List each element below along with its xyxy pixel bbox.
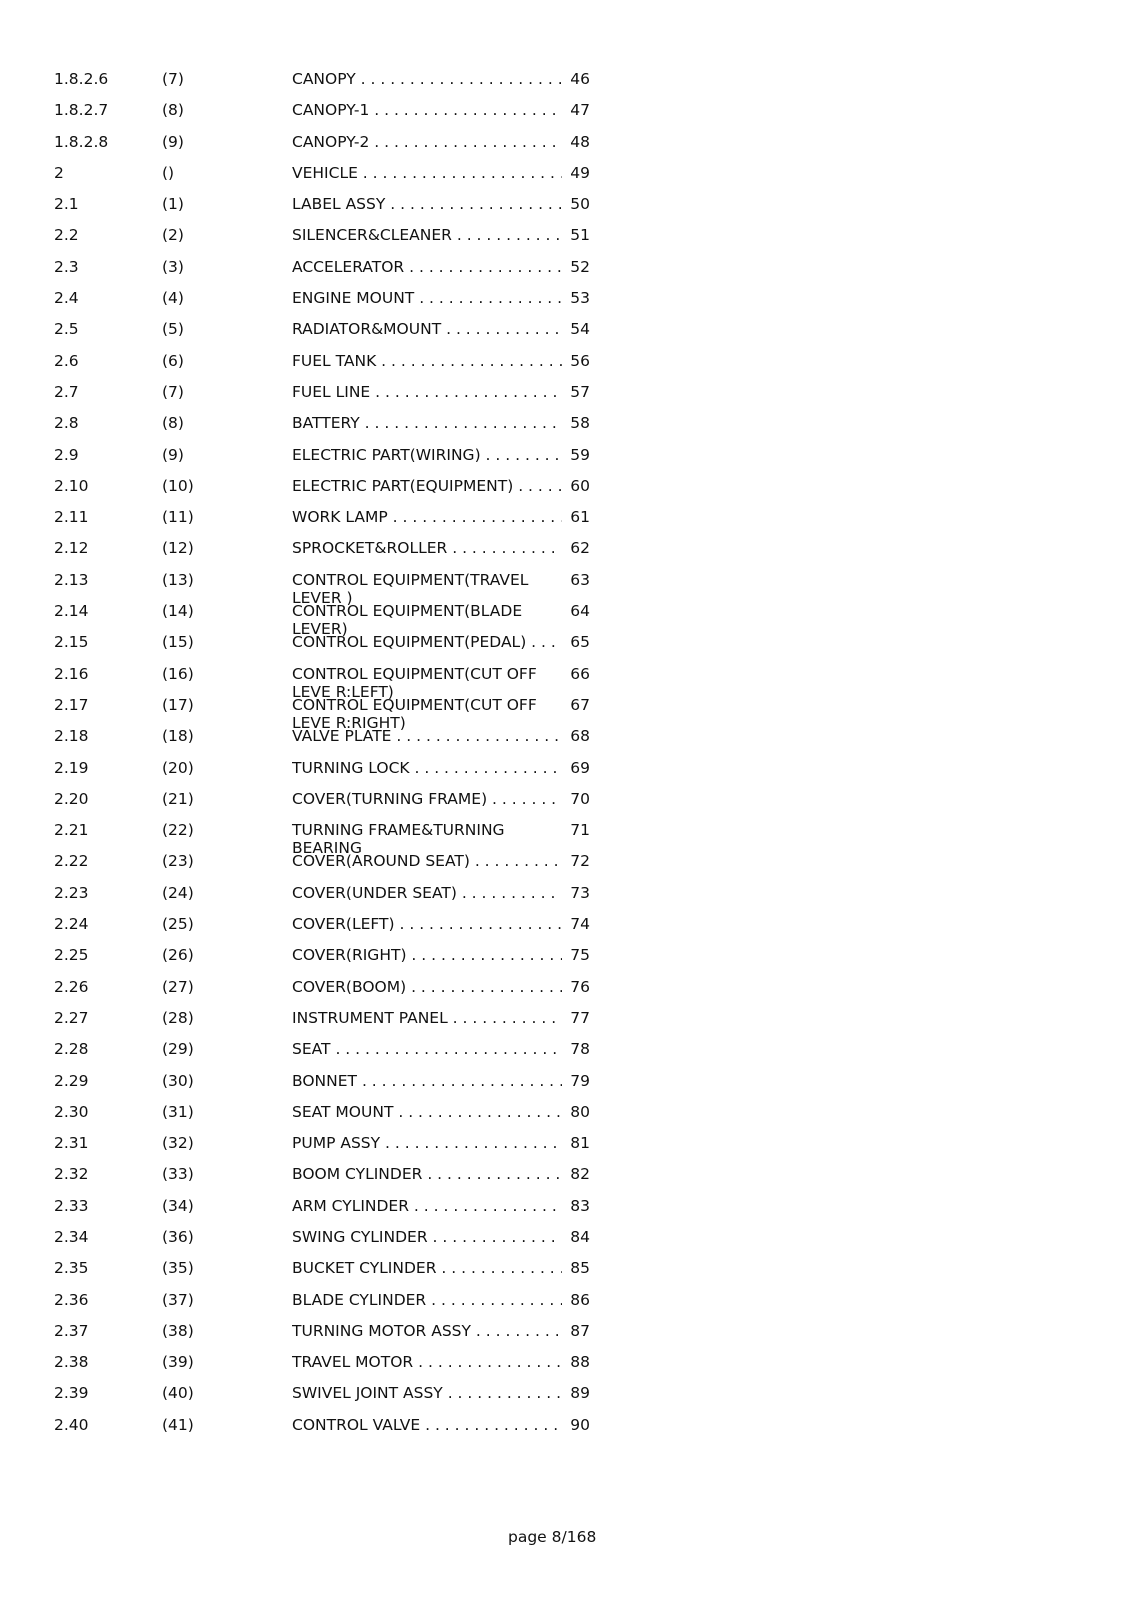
section-title[interactable]: FUEL TANK . . . (292, 352, 584, 370)
page-reference[interactable]: 82 (562, 1165, 590, 1184)
page-reference[interactable]: 78 (562, 1040, 590, 1059)
toc-row[interactable] (54, 1259, 594, 1290)
section-title[interactable]: LABEL ASSY . . . (292, 195, 584, 213)
section-number: 2.11 (54, 508, 89, 527)
figure-reference: (14) (162, 602, 194, 621)
section-number: 2.21 (54, 821, 89, 840)
section-title[interactable]: ENGINE MOUNT . . . (292, 289, 584, 307)
section-title[interactable]: CONTROL VALVE . . . (292, 1416, 584, 1434)
section-number: 2.27 (54, 1008, 89, 1027)
figure-reference: (29) (162, 1040, 194, 1059)
figure-reference: (27) (162, 977, 194, 996)
section-title[interactable]: ELECTRIC PART(EQUIPMENT) . . . (292, 477, 584, 495)
section-title[interactable]: SEAT . . . (292, 1040, 584, 1058)
page-reference[interactable]: 58 (562, 414, 590, 433)
section-title-container (292, 759, 584, 778)
figure-reference: (31) (162, 1102, 194, 1121)
figure-reference: (23) (162, 852, 194, 871)
section-number: 2.12 (54, 539, 89, 558)
section-number: 2.32 (54, 1165, 89, 1184)
section-title[interactable]: CONTROL EQUIPMENT(BLADE LEVER) (292, 602, 523, 639)
toc-row[interactable] (54, 477, 594, 508)
page-reference[interactable]: 61 (562, 508, 590, 527)
page-number: page 8/168 (508, 1528, 597, 1546)
section-title-container (292, 1228, 584, 1247)
section-number: 2.18 (54, 727, 89, 746)
figure-reference: (35) (162, 1259, 194, 1278)
toc-row[interactable] (54, 1228, 594, 1259)
section-title-container (292, 852, 584, 871)
section-title-container (292, 258, 584, 277)
page-reference[interactable]: 73 (562, 884, 590, 903)
section-title-container (292, 164, 584, 183)
page-reference[interactable]: 88 (562, 1353, 590, 1372)
figure-reference: (25) (162, 915, 194, 934)
section-title-container (292, 1165, 584, 1184)
section-number: 2.9 (54, 445, 79, 464)
section-title[interactable]: BOOM CYLINDER . . . (292, 1165, 584, 1183)
section-title[interactable]: BLADE CYLINDER . . . (292, 1291, 584, 1309)
section-title[interactable]: SEAT MOUNT . . . (292, 1103, 584, 1121)
figure-reference: (15) (162, 633, 194, 652)
figure-reference: () (162, 163, 175, 182)
page-reference[interactable]: 50 (562, 195, 590, 214)
page-reference[interactable]: 60 (562, 477, 590, 496)
page-reference[interactable]: 52 (562, 258, 590, 277)
section-title-container (292, 1384, 584, 1403)
section-title[interactable]: SPROCKET&ROLLER . . . (292, 539, 584, 557)
page-reference[interactable]: 46 (562, 70, 590, 89)
section-title[interactable]: COVER(BOOM) . . . (292, 978, 584, 996)
page-reference[interactable]: 89 (562, 1384, 590, 1403)
toc-row[interactable] (54, 884, 594, 915)
section-title-container (292, 383, 584, 402)
figure-reference: (4) (162, 289, 184, 308)
figure-reference: (21) (162, 789, 194, 808)
figure-reference: (41) (162, 1415, 194, 1434)
figure-reference: (2) (162, 226, 184, 245)
section-number: 2.29 (54, 1071, 89, 1090)
figure-reference: (33) (162, 1165, 194, 1184)
section-number: 2.33 (54, 1196, 89, 1215)
section-number: 2.13 (54, 570, 89, 589)
section-number: 2.36 (54, 1290, 89, 1309)
figure-reference: (9) (162, 132, 184, 151)
toc-row[interactable] (54, 759, 594, 790)
section-title-container (292, 133, 584, 152)
section-title-container (292, 1134, 584, 1153)
figure-reference: (37) (162, 1290, 194, 1309)
toc-row[interactable] (54, 508, 594, 539)
page-reference[interactable]: 74 (562, 915, 590, 934)
section-title[interactable]: CONTROL EQUIPMENT(CUT OFF LEVE R:RIGHT) (292, 695, 537, 732)
section-title-container (292, 633, 584, 652)
section-title[interactable]: WORK LAMP . . . (292, 508, 584, 526)
section-number: 2.7 (54, 382, 79, 401)
page-reference[interactable]: 71 (562, 821, 590, 840)
toc-row[interactable] (54, 226, 594, 257)
section-title-container (292, 1259, 584, 1278)
section-title[interactable]: BONNET . . . (292, 1072, 584, 1090)
figure-reference: (7) (162, 70, 184, 88)
figure-reference: (9) (162, 445, 184, 464)
toc-row[interactable] (54, 1353, 594, 1384)
page-reference[interactable]: 84 (562, 1228, 590, 1247)
section-title[interactable]: SWIVEL JOINT ASSY . . . (292, 1384, 584, 1402)
toc-row[interactable] (54, 164, 594, 195)
section-title[interactable]: VALVE PLATE . . . (292, 727, 584, 745)
figure-reference: (6) (162, 351, 184, 370)
section-number: 2.40 (54, 1415, 89, 1434)
section-title-container (292, 195, 584, 214)
toc-row[interactable] (54, 1416, 594, 1447)
toc-row[interactable] (54, 195, 594, 226)
section-title-container (292, 477, 584, 496)
figure-reference: (39) (162, 1353, 194, 1372)
section-number: 2.6 (54, 351, 79, 370)
section-number: 1.8.2.8 (54, 132, 109, 151)
section-title-container (292, 289, 584, 308)
section-number: 2.22 (54, 852, 89, 871)
page-reference[interactable]: 85 (562, 1259, 590, 1278)
page-reference[interactable]: 77 (562, 1009, 590, 1028)
page-reference[interactable]: 64 (562, 602, 590, 621)
figure-reference: (24) (162, 883, 194, 902)
page-reference[interactable]: 69 (562, 759, 590, 778)
section-title-container (292, 320, 584, 339)
section-number: 2.37 (54, 1321, 89, 1340)
toc-row[interactable] (54, 70, 594, 101)
figure-reference: (10) (162, 476, 194, 495)
section-number: 2.35 (54, 1259, 89, 1278)
section-number: 2.23 (54, 883, 89, 902)
section-title[interactable]: TURNING LOCK . . . (292, 759, 584, 777)
toc-row[interactable] (54, 1384, 594, 1415)
section-title[interactable]: ARM CYLINDER . . . (292, 1197, 584, 1215)
toc-row[interactable] (54, 101, 594, 132)
figure-reference: (13) (162, 570, 194, 589)
toc-row[interactable] (54, 1197, 594, 1228)
page-reference[interactable]: 86 (562, 1291, 590, 1310)
figure-reference: (34) (162, 1196, 194, 1215)
figure-reference: (8) (162, 101, 184, 120)
page-reference[interactable]: 59 (562, 446, 590, 465)
section-number: 2.10 (54, 476, 89, 495)
section-title[interactable]: COVER(TURNING FRAME) . . . (292, 790, 584, 808)
section-number: 2.5 (54, 320, 79, 339)
page-reference[interactable]: 83 (562, 1197, 590, 1216)
section-title-container (292, 946, 584, 965)
section-title-container (292, 352, 584, 371)
figure-reference: (18) (162, 727, 194, 746)
section-number: 2.3 (54, 257, 79, 276)
section-title-container (292, 1040, 584, 1059)
section-number: 2.24 (54, 915, 89, 934)
page-reference[interactable]: 53 (562, 289, 590, 308)
section-title[interactable]: TURNING FRAME&TURNING BEARING (292, 821, 505, 858)
page-reference[interactable]: 72 (562, 852, 590, 871)
section-title[interactable]: CONTROL EQUIPMENT(CUT OFF LEVE R:LEFT) (292, 664, 537, 701)
table-of-contents (54, 70, 594, 1447)
section-title-container (292, 414, 584, 433)
section-number: 2.25 (54, 946, 89, 965)
figure-reference: (5) (162, 320, 184, 339)
figure-reference: (11) (162, 508, 194, 527)
figure-reference: (40) (162, 1384, 194, 1403)
section-title-container (292, 1197, 584, 1216)
section-title-container (292, 978, 584, 997)
section-title[interactable]: COVER(UNDER SEAT) . . . (292, 884, 584, 902)
section-number: 2.16 (54, 664, 89, 683)
toc-row[interactable] (54, 539, 594, 570)
toc-row[interactable] (54, 852, 594, 883)
page-reference[interactable]: 67 (562, 696, 590, 715)
section-number: 2.30 (54, 1102, 89, 1121)
section-number: 2.28 (54, 1040, 89, 1059)
toc-row[interactable] (54, 352, 594, 383)
toc-row[interactable] (54, 727, 594, 758)
section-title[interactable]: CONTROL EQUIPMENT(TRAVEL LEVER ) (292, 570, 529, 607)
section-number: 2.4 (54, 289, 79, 308)
toc-row[interactable] (54, 602, 594, 639)
section-title[interactable]: TURNING MOTOR ASSY . . . (292, 1322, 584, 1340)
section-number: 2.17 (54, 695, 89, 714)
section-title-container (292, 1103, 584, 1122)
section-title[interactable]: VEHICLE . . . (292, 164, 584, 182)
figure-reference: (28) (162, 1008, 194, 1027)
section-number: 1.8.2.6 (54, 70, 109, 88)
toc-row[interactable] (54, 1103, 594, 1134)
toc-row[interactable] (54, 258, 594, 289)
page-reference[interactable]: 76 (562, 978, 590, 997)
figure-reference: (38) (162, 1321, 194, 1340)
figure-reference: (32) (162, 1134, 194, 1153)
section-title-container (292, 1072, 584, 1091)
figure-reference: (3) (162, 257, 184, 276)
toc-row[interactable] (54, 946, 594, 977)
section-title-container (292, 884, 584, 903)
section-title-container (292, 1322, 584, 1341)
section-number: 2 (54, 163, 64, 182)
toc-row[interactable] (54, 695, 594, 732)
section-title[interactable]: INSTRUMENT PANEL . . . (292, 1009, 584, 1027)
figure-reference: (12) (162, 539, 194, 558)
page-reference[interactable]: 63 (562, 571, 590, 590)
section-number: 2.34 (54, 1227, 89, 1246)
toc-row[interactable] (54, 978, 594, 1009)
page-reference[interactable]: 66 (562, 665, 590, 684)
page-reference[interactable]: 80 (562, 1103, 590, 1122)
figure-reference: (36) (162, 1227, 194, 1246)
figure-reference: (1) (162, 195, 184, 214)
page-reference[interactable]: 65 (562, 633, 590, 652)
figure-reference: (26) (162, 946, 194, 965)
section-title-container (292, 1291, 584, 1310)
page-reference[interactable]: 81 (562, 1134, 590, 1153)
toc-row[interactable] (54, 1165, 594, 1196)
section-title[interactable]: ELECTRIC PART(WIRING) . . . (292, 446, 584, 464)
section-title-container (292, 539, 584, 558)
figure-reference: (7) (162, 382, 184, 401)
section-title[interactable]: SWING CYLINDER . . . (292, 1228, 584, 1246)
page-reference[interactable]: 57 (562, 383, 590, 402)
figure-reference: (17) (162, 695, 194, 714)
section-number: 2.14 (54, 602, 89, 621)
section-number: 2.19 (54, 758, 89, 777)
section-title[interactable]: CANOPY-1 . . . (292, 101, 584, 119)
figure-reference: (22) (162, 821, 194, 840)
figure-reference: (8) (162, 414, 184, 433)
section-title-container (292, 727, 584, 746)
section-title[interactable]: TRAVEL MOTOR . . . (292, 1353, 584, 1371)
page-reference[interactable]: 47 (562, 101, 590, 120)
page-reference[interactable]: 49 (562, 164, 590, 183)
toc-row[interactable] (54, 133, 594, 164)
toc-row[interactable] (54, 320, 594, 351)
page-reference[interactable]: 54 (562, 320, 590, 339)
page-reference[interactable]: 62 (562, 539, 590, 558)
toc-row[interactable] (54, 1072, 594, 1103)
section-number: 2.39 (54, 1384, 89, 1403)
section-number: 2.38 (54, 1353, 89, 1372)
section-title[interactable]: COVER(RIGHT) . . . (292, 946, 584, 964)
toc-row[interactable] (54, 383, 594, 414)
section-number: 2.1 (54, 195, 79, 214)
toc-row[interactable] (54, 289, 594, 320)
figure-reference: (20) (162, 758, 194, 777)
page-reference[interactable]: 56 (562, 352, 590, 371)
toc-row[interactable] (54, 821, 594, 858)
section-title[interactable]: PUMP ASSY . . . (292, 1134, 584, 1152)
section-title-container (292, 226, 584, 245)
toc-row[interactable] (54, 1009, 594, 1040)
section-title[interactable]: SILENCER&CLEANER . . . (292, 226, 584, 244)
page-reference[interactable]: 75 (562, 946, 590, 965)
section-title-container (292, 915, 584, 934)
toc-row[interactable] (54, 790, 594, 821)
section-number: 2.15 (54, 633, 89, 652)
toc-row[interactable] (54, 664, 594, 701)
page-reference[interactable]: 51 (562, 226, 590, 245)
section-title[interactable]: BUCKET CYLINDER . . . (292, 1259, 584, 1277)
section-number: 1.8.2.7 (54, 101, 109, 120)
page-reference[interactable]: 90 (562, 1416, 590, 1435)
toc-row[interactable] (54, 570, 594, 607)
section-title-container (292, 101, 584, 120)
section-number: 2.20 (54, 789, 89, 808)
page-reference[interactable]: 68 (562, 727, 590, 746)
toc-row[interactable] (54, 1134, 594, 1165)
toc-row[interactable] (54, 1291, 594, 1322)
toc-row[interactable] (54, 633, 594, 664)
section-title[interactable]: RADIATOR&MOUNT . . . (292, 320, 584, 338)
section-title-container (292, 1416, 584, 1435)
page-reference[interactable]: 87 (562, 1322, 590, 1341)
toc-row[interactable] (54, 915, 594, 946)
figure-reference: (16) (162, 664, 194, 683)
page-reference[interactable]: 79 (562, 1072, 590, 1091)
section-title[interactable]: ACCELERATOR . . . (292, 258, 584, 276)
page-reference[interactable]: 70 (562, 790, 590, 809)
section-title[interactable]: FUEL LINE . . . (292, 383, 584, 401)
toc-row[interactable] (54, 1040, 594, 1071)
section-title-container (292, 790, 584, 809)
section-title[interactable]: COVER(LEFT) . . . (292, 915, 584, 933)
toc-row[interactable] (54, 1322, 594, 1353)
section-title[interactable]: COVER(AROUND SEAT) . . . (292, 852, 584, 870)
section-number: 2.8 (54, 414, 79, 433)
section-title-container (292, 1353, 584, 1372)
section-title-container (292, 1009, 584, 1028)
section-title[interactable]: CONTROL EQUIPMENT(PEDAL) . . . (292, 633, 584, 651)
toc-row[interactable] (54, 414, 594, 445)
page-reference[interactable]: 48 (562, 133, 590, 152)
section-title[interactable]: CANOPY . . . (292, 70, 584, 88)
section-number: 2.31 (54, 1134, 89, 1153)
section-title-container (292, 70, 584, 89)
figure-reference: (30) (162, 1071, 194, 1090)
toc-row[interactable] (54, 446, 594, 477)
section-number: 2.26 (54, 977, 89, 996)
section-title[interactable]: CANOPY-2 . . . (292, 133, 584, 151)
section-title-container (292, 508, 584, 527)
section-number: 2.2 (54, 226, 79, 245)
section-title[interactable]: BATTERY . . . (292, 414, 584, 432)
section-title-container (292, 446, 584, 465)
